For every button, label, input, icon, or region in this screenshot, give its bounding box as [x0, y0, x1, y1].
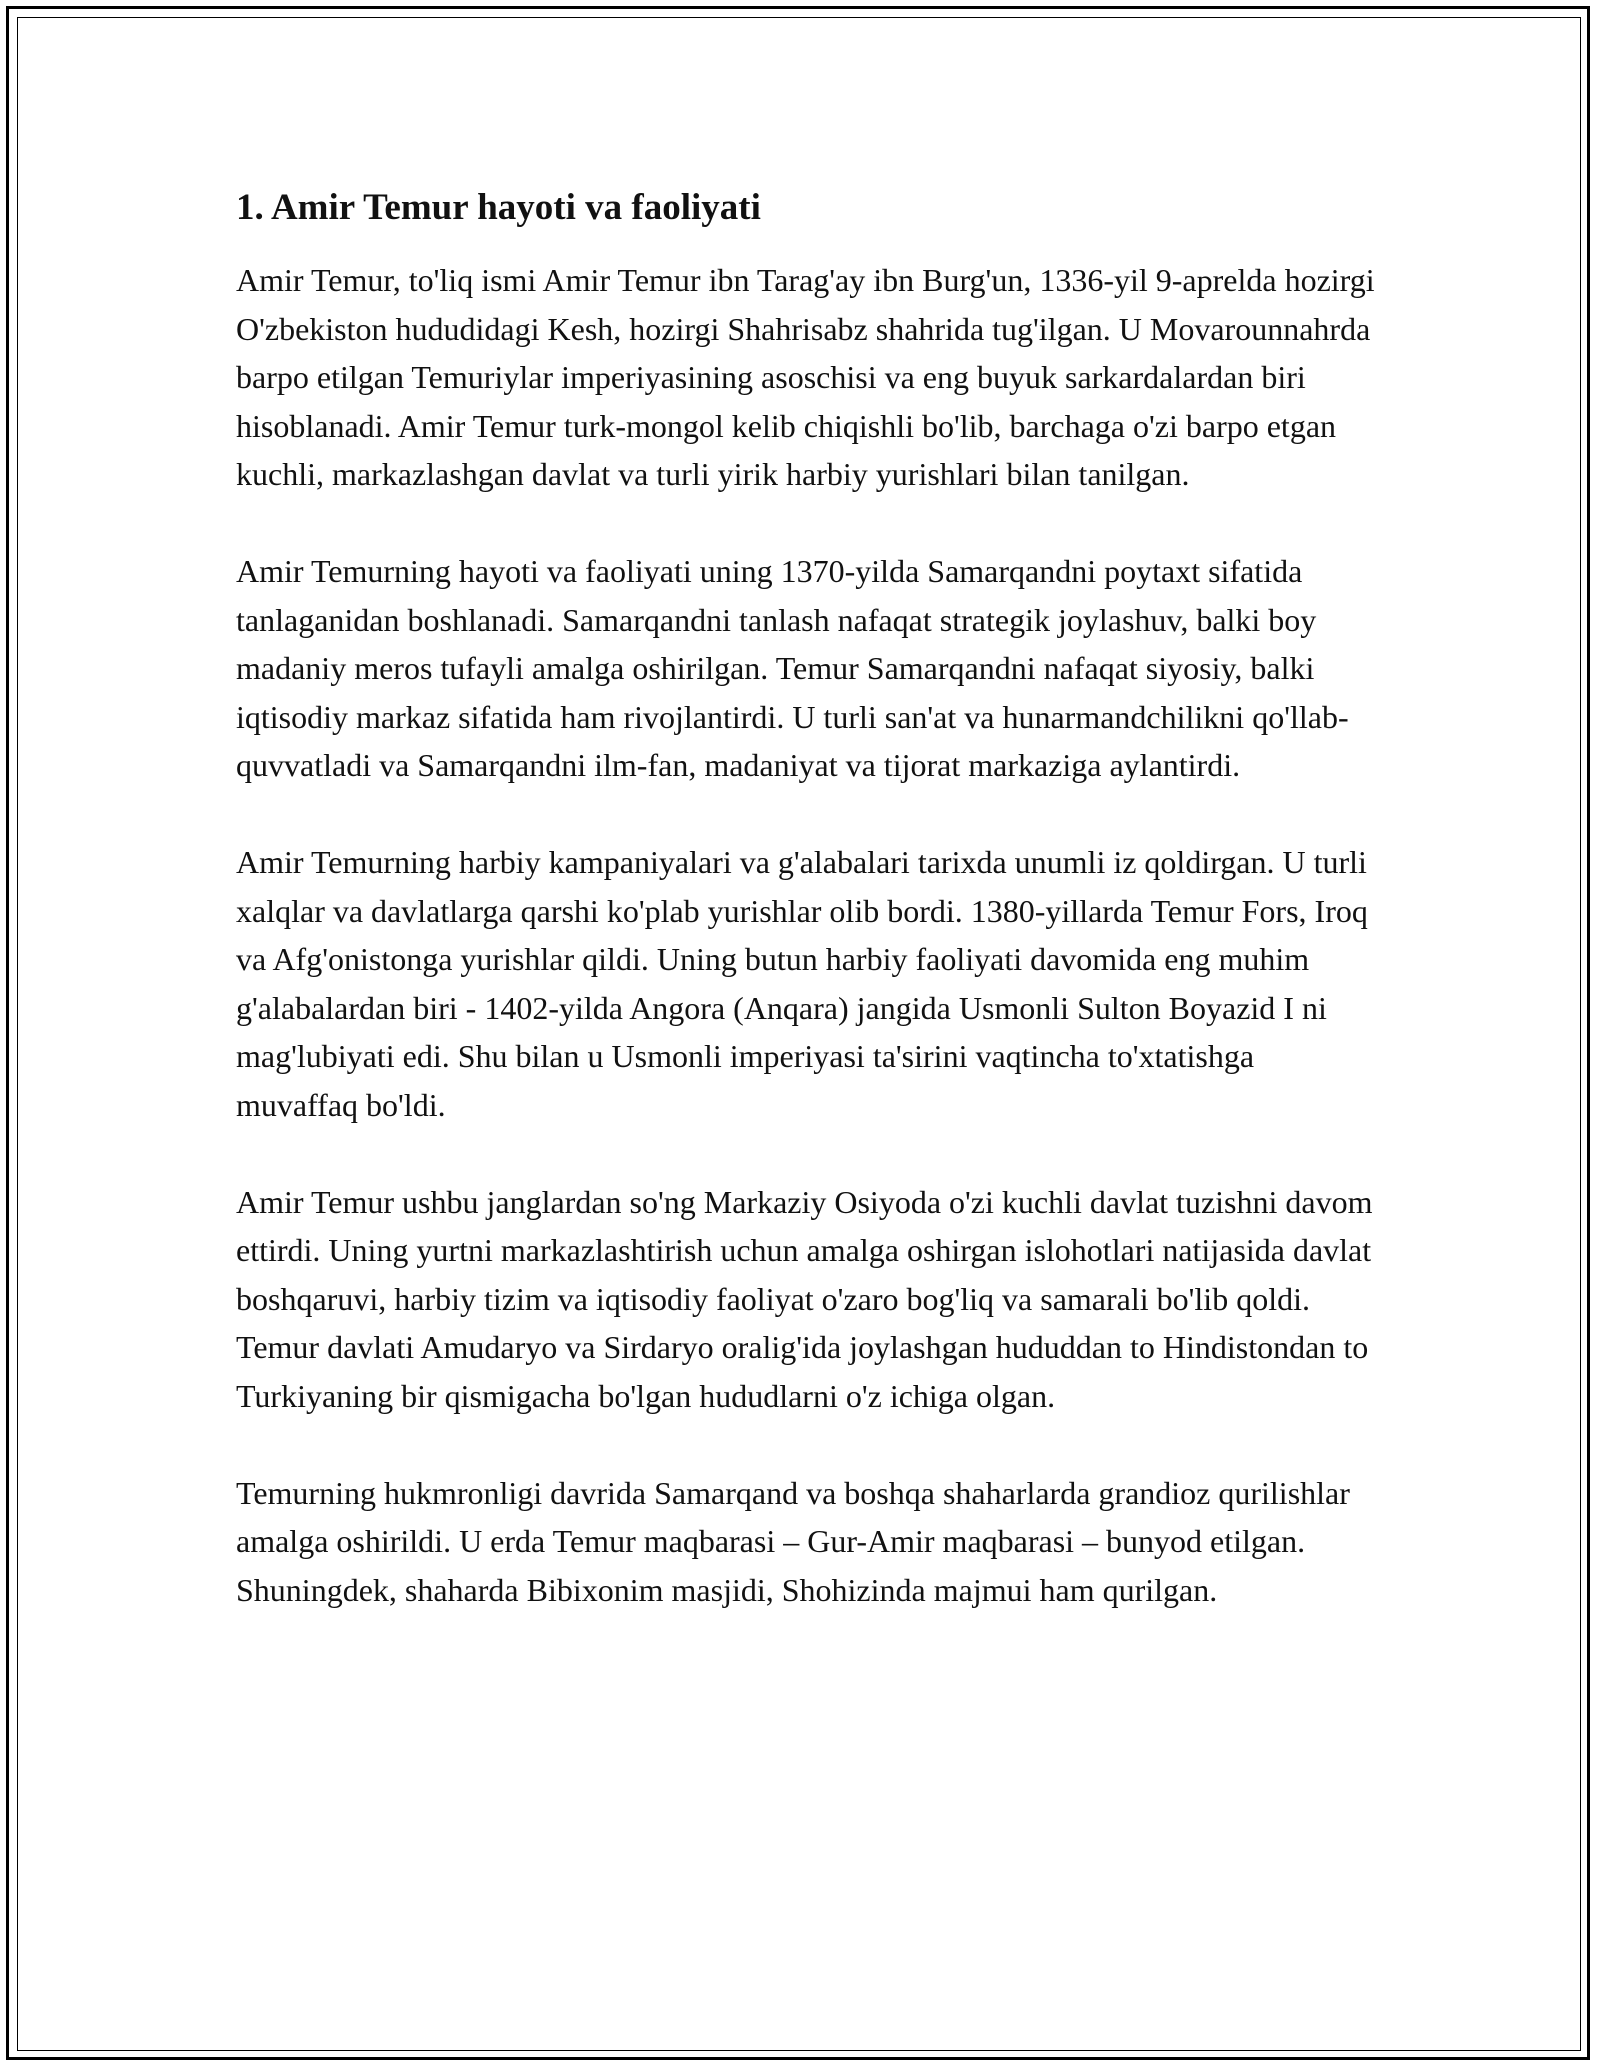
paragraph-3: Amir Temurning harbiy kampaniyalari va g'alabalari tarixda unumli iz qoldirgan. U turli xalqlar va davlatlarga qarshi ko'plab yurishlar olib bordi. 1380-yillarda Temur Fors, Iroq va Afg'onistonga yurishlar qildi. Uning butun harbiy faoliyati davomida eng muhim g'alabalardan biri - 1402-yilda Angora (Anqara) jangida Usmonli Sulton Boyazid I ni mag'lubiyati edi. Shu bilan u Usmonli imperiyasi ta'sirini vaqtincha to'xtatishga muvaffaq bo'ldi.: [236, 844, 1368, 1123]
paragraph-4: Amir Temur ushbu janglardan so'ng Markaziy Osiyoda o'zi kuchli davlat tuzishni davom ettirdi. Uning yurtni markazlashtirish uchun amalga oshirgan islohotlari natijasida davlat boshqaruvi, harbiy tizim va iqtisodiy faoliyat o'zaro bog'liq va samarali bo'lib qoldi. Temur davlati Amudaryo va Sirdaryo oralig'ida joylashgan hududdan to Hindistondan to Turkiyaning bir qismigacha bo'lgan hududlarni o'z ichiga olgan.: [236, 1183, 1373, 1414]
paragraph-5: Temurning hukmronligi davrida Samarqand va boshqa shaharlarda grandioz qurilishlar amalga oshirildi. U erda Temur maqbarasi – Gur-Amir maqbarasi – bunyod etilgan. Shuningdek, shaharda Bibixonim masjidi, Shohizinda majmui ham qurilgan.: [236, 1474, 1350, 1608]
document-body: [236, 186, 1376, 1663]
document-title: 1. Amir Temur hayoti va faoliyati: [236, 187, 761, 228]
paragraph-2: Amir Temurning hayoti va faoliyati uning 1370-yilda Samarqandni poytaxt sifatida tanlaganidan boshlanadi. Samarqandni tanlash nafaqat strategik joylashuv, balki boy madaniy meros tufayli amalga oshirilgan. Temur Samarqandni nafaqat siyosiy, balki iqtisodiy markaz sifatida ham rivojlantirdi. U turli san'at va hunarmandchilikni qo'llab-quvvatladi va Samarqandni ilm-fan, madaniyat va tijorat markaziga aylantirdi.: [236, 553, 1349, 784]
paragraph-1: Amir Temur, to'liq ismi Amir Temur ibn Tarag'ay ibn Burg'un, 1336-yil 9-aprelda hozirgi O'zbekiston hududidagi Kesh, hozirgi Shahrisabz shahrida tug'ilgan. U Movarounnahrda barpo etilgan Temuriylar imperiyasining asoschisi va eng buyuk sarkardalardan biri hisoblanadi. Amir Temur turk-mongol kelib chiqishli bo'lib, barchaga o'zi barpo etgan kuchli, markazlashgan davlat va turli yirik harbiy yurishlari bilan tanilgan.: [236, 262, 1375, 493]
